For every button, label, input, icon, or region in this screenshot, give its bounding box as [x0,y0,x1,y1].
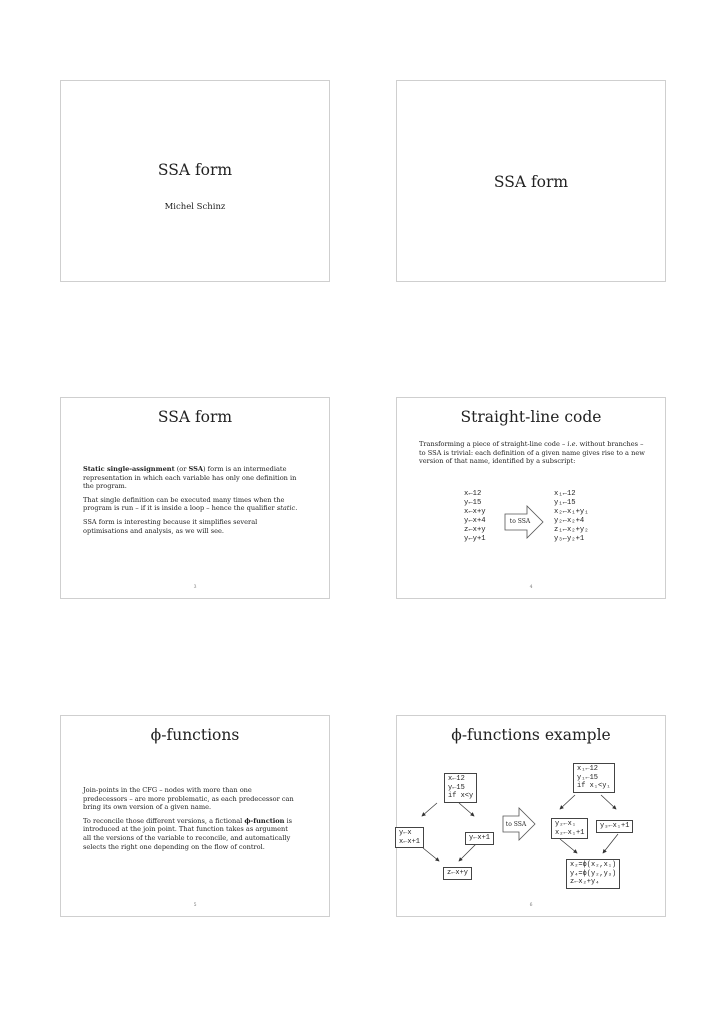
author-name: Michel Schinz [164,202,226,212]
slide-5 [60,715,330,917]
slide-body [83,465,298,540]
slide-title: ϕ-functions [150,726,240,744]
code-line: y←x+1 [469,834,491,842]
page-number: 5 [193,903,197,908]
code-line: z←x+y [464,526,486,534]
code-line: x₁←12 [554,490,576,498]
code-line: y←15 [448,783,465,792]
ssa-block-else [596,820,633,833]
slide-2 [396,80,666,282]
slide-6 [396,715,666,917]
text: . [295,504,298,513]
ssa-block-join [566,859,620,889]
slide-title: SSA form [493,173,569,191]
code-line: x←12 [448,775,465,783]
page-number: 4 [529,585,533,590]
code-line: y₃←y₂+1 [554,535,585,543]
paragraph [83,817,298,851]
code-line: y₄=ϕ(y₂,y₃) [570,869,617,878]
code-line: if x<y [448,792,474,801]
to-ssa-arrow [397,398,667,600]
slide-4 [396,397,666,599]
code-line: if x₁<y₁ [577,782,611,791]
text: is introduced at the join point. That function takes as argument all the versions of the variable to reconcile, and automatically selects the right one depending on the flow of control. [83,816,293,851]
paragraph: Join-points in the CFG – nodes with more than one predecessors – are more problematic, as each predecessor can bring its own version of a given name. [83,786,294,812]
page-number: 3 [193,585,197,590]
text: (or [174,465,189,473]
code-line: y₁←15 [554,499,576,507]
slide-title: ϕ-functions example [451,726,611,744]
code-line: x←x+y [464,508,486,516]
code-line: x₂←x₁+1 [555,828,585,837]
paragraph [83,496,298,513]
code-line: y←x [399,829,412,837]
text: Transforming a piece of straight-line code – [419,440,568,448]
ssa-block-then [551,818,588,839]
code-line: y₁←15 [577,773,599,782]
code-line: x←12 [464,490,482,498]
cfg-block-entry [444,773,477,803]
code-line: x₂←x₁+y₁ [554,508,589,516]
text: To reconcile those different versions, a fictional [83,816,245,825]
emphasis: static [276,504,296,513]
text: ) form is an intermediate representation in which each variable has only one definition in the program. [83,465,297,491]
ssa-block-entry [573,763,615,793]
arrow-label: to SSA [509,518,531,525]
cfg-block-join [443,867,472,880]
arrow-label: to SSA [505,821,527,828]
text: without branches – to SSA is trivial: each definition of a given name gives rise to a new version of that name, identified by a subscript: [419,440,645,466]
slide-title: SSA form [157,408,233,426]
emphasis: i.e. [567,440,578,448]
code-line: z←x₂+y₄ [570,878,600,887]
bold-term: ϕ-function [244,816,285,825]
slide-3 [60,397,330,599]
page-number: 6 [529,903,533,908]
code-line: x₂=ϕ(x₂,x₁) [570,861,617,869]
slide-1 [60,80,330,282]
cfg-block-else [465,832,494,845]
code-line: x₁←12 [577,765,599,773]
paragraph: SSA form is interesting because it simplifies several optimisations and analysis, as we will see. [83,517,258,535]
slide-body [83,786,298,856]
code-line: y←y+1 [464,535,486,543]
cfg-edges [397,716,667,918]
code-line: y₂←x₂+4 [554,517,585,525]
text: That single definition can be executed many times when the program is run – if it is inside a loop – hence the qualifier [83,495,285,513]
cfg-block-then [395,827,424,848]
code-line: y₃←x₁+1 [600,822,630,830]
slide-title: SSA form [157,161,233,179]
slide-title: Straight-line code [460,408,602,426]
code-line: y←x+4 [464,517,486,525]
code-line: y←15 [464,499,482,507]
code-line: z₁←x₂+y₂ [554,526,589,534]
bold-term: Static single-assignment [83,465,175,473]
code-line: y₂←x₁ [555,820,577,828]
code-line: z←x+y [447,869,469,877]
bold-term: SSA [188,465,204,473]
code-line: x←x+1 [399,837,421,846]
ssa-code [554,490,589,544]
paragraph [83,465,298,491]
